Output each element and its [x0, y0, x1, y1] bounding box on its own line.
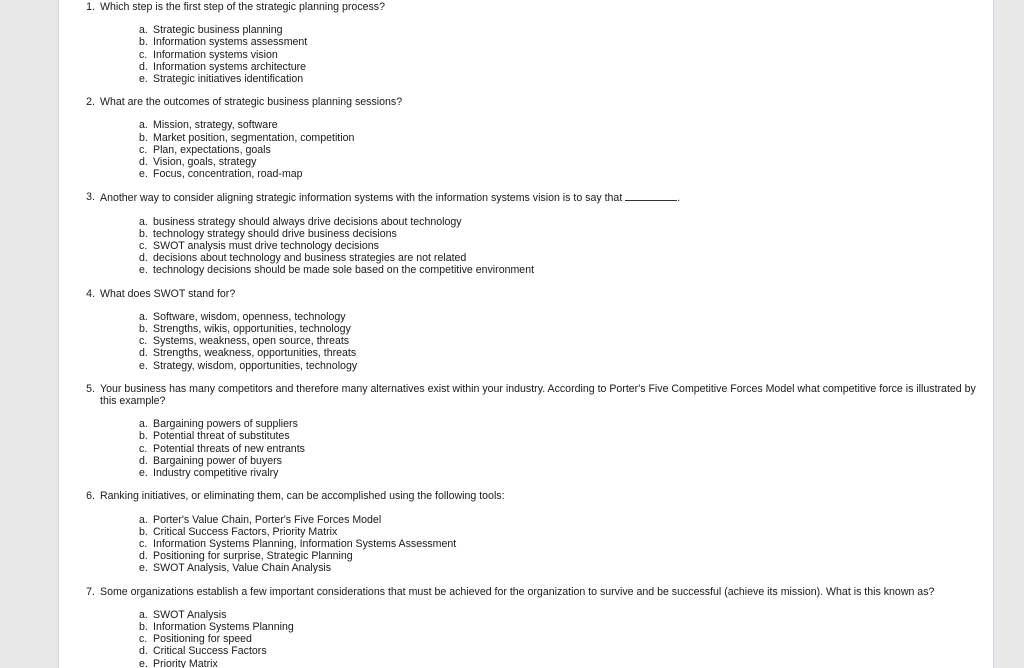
- option-letter: e.: [139, 73, 148, 86]
- option-a[interactable]: [139, 514, 993, 526]
- question-3: [59, 191, 993, 276]
- option-a[interactable]: [139, 418, 993, 430]
- option-letter: a.: [139, 24, 148, 37]
- option-d[interactable]: [139, 550, 993, 562]
- question-6: [59, 490, 993, 574]
- option-letter: c.: [139, 442, 148, 455]
- option-letter: d.: [139, 454, 148, 467]
- question-text: Another way to consider aligning strategic information systems with the information systems vision is to say that: [100, 192, 623, 205]
- question-text: What are the outcomes of strategic business planning sessions?: [100, 96, 403, 109]
- question-7: [59, 586, 993, 668]
- option-letter: d.: [139, 252, 148, 265]
- option-text: Plan, expectations, goals: [153, 143, 271, 156]
- option-text: Porter's Value Chain, Porter's Five Forces Model: [153, 513, 382, 526]
- option-e[interactable]: [139, 168, 993, 180]
- option-text: SWOT Analysis: [153, 608, 227, 621]
- option-letter: c.: [139, 335, 148, 348]
- option-text: Software, wisdom, openness, technology: [153, 310, 346, 323]
- question-2: [59, 96, 993, 180]
- question-number: 7.: [86, 585, 95, 598]
- question-text: Some organizations establish a few important considerations that must be achieved for the organization to survive and be successful (achieve its mission). What is this known as?: [100, 585, 935, 598]
- quiz-page: [58, 0, 994, 668]
- option-c[interactable]: [139, 144, 993, 156]
- option-list: [59, 119, 993, 180]
- option-a[interactable]: [139, 609, 993, 621]
- option-text: Critical Success Factors: [153, 645, 267, 658]
- option-d[interactable]: [139, 455, 993, 467]
- option-letter: c.: [139, 633, 148, 646]
- option-letter: d.: [139, 645, 148, 658]
- option-letter: d.: [139, 550, 148, 563]
- option-text: Critical Success Factors, Priority Matrix: [153, 525, 338, 538]
- option-list: [59, 609, 993, 668]
- option-a[interactable]: [139, 216, 993, 228]
- option-c[interactable]: [139, 538, 993, 550]
- option-letter: e.: [139, 562, 148, 575]
- option-e[interactable]: [139, 562, 993, 574]
- question-text-wrapper: [95, 191, 985, 204]
- option-c[interactable]: [139, 240, 993, 252]
- option-letter: e.: [139, 657, 148, 668]
- option-c[interactable]: [139, 335, 993, 347]
- option-a[interactable]: [139, 311, 993, 323]
- option-letter: a.: [139, 215, 148, 228]
- option-text: decisions about technology and business strategies are not related: [153, 252, 467, 265]
- option-letter: c.: [139, 240, 148, 253]
- option-letter: e.: [139, 168, 148, 181]
- option-a[interactable]: [139, 119, 993, 131]
- option-text: Strengths, weakness, opportunities, threats: [153, 347, 357, 360]
- option-letter: a.: [139, 119, 148, 132]
- question-number: 1.: [86, 1, 95, 13]
- option-text: Information Systems Planning, Information Systems Assessment: [153, 537, 457, 550]
- option-letter: d.: [139, 347, 148, 360]
- option-b[interactable]: [139, 621, 993, 633]
- question-text: Which step is the first step of the strategic planning process?: [100, 1, 385, 13]
- option-list: [59, 216, 993, 277]
- option-text: Bargaining power of buyers: [153, 454, 282, 467]
- option-text: business strategy should always drive decisions about technology: [153, 215, 462, 228]
- question-1: [59, 0, 993, 85]
- option-text: Strategic business planning: [153, 24, 283, 37]
- option-list: [59, 24, 993, 85]
- option-c[interactable]: [139, 633, 993, 645]
- question-text: Your business has many competitors and therefore many alternatives exist within your industry. According to Porter's Five Competitive Forces Model what competitive force is illustrated by this example?: [100, 382, 976, 408]
- option-text: Positioning for surprise, Strategic Planning: [153, 550, 353, 563]
- option-text: SWOT analysis must drive technology decisions: [153, 240, 379, 253]
- option-text: Strengths, wikis, opportunities, technology: [153, 323, 351, 336]
- option-text: Industry competitive rivalry: [153, 467, 279, 480]
- option-text: Information systems assessment: [153, 36, 308, 49]
- option-e[interactable]: [139, 467, 993, 479]
- option-letter: b.: [139, 430, 148, 443]
- answer-blank: [625, 191, 677, 201]
- option-b[interactable]: [139, 36, 993, 48]
- option-letter: b.: [139, 525, 148, 538]
- option-letter: b.: [139, 36, 148, 49]
- option-letter: c.: [139, 143, 148, 156]
- option-b[interactable]: [139, 228, 993, 240]
- option-text: Focus, concentration, road-map: [153, 168, 303, 181]
- option-b[interactable]: [139, 526, 993, 538]
- option-letter: d.: [139, 156, 148, 169]
- option-e[interactable]: [139, 658, 993, 668]
- question-4: [59, 288, 993, 372]
- option-text: technology strategy should drive business decisions: [153, 227, 397, 240]
- option-letter: b.: [139, 131, 148, 144]
- option-list: [59, 418, 993, 479]
- option-text: technology decisions should be made sole based on the competitive environment: [153, 264, 535, 277]
- option-e[interactable]: [139, 73, 993, 85]
- option-b[interactable]: [139, 430, 993, 442]
- option-d[interactable]: [139, 347, 993, 359]
- option-letter: a.: [139, 310, 148, 323]
- question-text: What does SWOT stand for?: [100, 287, 236, 300]
- option-e[interactable]: [139, 360, 993, 372]
- question-number: 6.: [86, 490, 95, 503]
- option-e[interactable]: [139, 264, 993, 276]
- option-d[interactable]: [139, 252, 993, 264]
- option-letter: c.: [139, 48, 148, 61]
- option-letter: b.: [139, 620, 148, 633]
- option-letter: b.: [139, 323, 148, 336]
- option-text: Vision, goals, strategy: [153, 156, 257, 169]
- option-d[interactable]: [139, 156, 993, 168]
- option-text: Market position, segmentation, competition: [153, 131, 355, 144]
- option-letter: e.: [139, 467, 148, 480]
- option-d[interactable]: [139, 645, 993, 657]
- question-list: [59, 0, 993, 668]
- option-text: Potential threats of new entrants: [153, 442, 305, 455]
- option-letter: a.: [139, 513, 148, 526]
- question-text: Ranking initiatives, or eliminating them, can be accomplished using the following tools:: [100, 490, 505, 503]
- option-text: Positioning for speed: [153, 633, 252, 646]
- option-text: SWOT Analysis, Value Chain Analysis: [153, 562, 332, 575]
- option-b[interactable]: [139, 323, 993, 335]
- question-number: 5.: [86, 382, 95, 395]
- question-number: 3.: [86, 191, 95, 204]
- option-text: Mission, strategy, software: [153, 119, 278, 132]
- option-letter: b.: [139, 227, 148, 240]
- option-text: Potential threat of substitutes: [153, 430, 290, 443]
- option-text: Priority Matrix: [153, 657, 218, 668]
- option-a[interactable]: [139, 24, 993, 36]
- option-letter: e.: [139, 264, 148, 277]
- option-d[interactable]: [139, 61, 993, 73]
- option-text: Strategic initiatives identification: [153, 73, 304, 86]
- option-list: [59, 311, 993, 372]
- option-letter: c.: [139, 537, 148, 550]
- question-number: 2.: [86, 96, 95, 109]
- option-text: Systems, weakness, open source, threats: [153, 335, 350, 348]
- option-text: Bargaining powers of suppliers: [153, 418, 298, 431]
- question-text-end: .: [677, 192, 681, 205]
- option-letter: e.: [139, 359, 148, 372]
- option-c[interactable]: [139, 443, 993, 455]
- option-b[interactable]: [139, 132, 993, 144]
- option-c[interactable]: [139, 49, 993, 61]
- option-text: Information Systems Planning: [153, 620, 294, 633]
- option-letter: a.: [139, 608, 148, 621]
- question-number: 4.: [86, 287, 95, 300]
- option-letter: a.: [139, 418, 148, 431]
- option-text: Information systems vision: [153, 48, 278, 61]
- option-letter: d.: [139, 60, 148, 73]
- option-text: Strategy, wisdom, opportunities, technology: [153, 359, 358, 372]
- option-text: Information systems architecture: [153, 60, 307, 73]
- option-list: [59, 514, 993, 575]
- question-5: [59, 383, 993, 479]
